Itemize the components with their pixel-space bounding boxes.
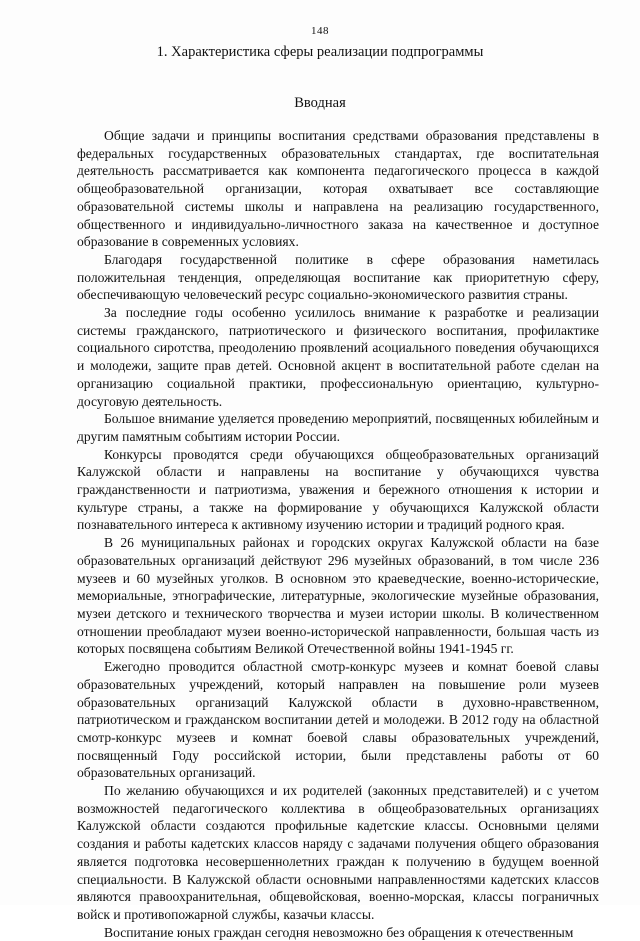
paragraph-6: В 26 муниципальных районах и городских округах Калужской области на базе образовательных организаций действуют 296 музейных образований, в том числе 236 музеев и 60 музейных уголков. В основном это краеведческие, военно-исторические, мемориальные, этнографические, литературные, экологические музейные образования, музеи детского и технического творчества и музеи истории школы. В количественном отношении преобладают музеи военно-исторической направленности, большая часть из которых посвящена событиям Великой Отечественной войны 1941-1945 гг. [77, 535, 599, 657]
paragraph-5: Конкурсы проводятся среди обучающихся общеобразовательных организаций Калужской области и направлены на воспитание у обучающихся чувства гражданственности и патриотизма, уважения и бережного отношения к истории и культуре страны, а также на формирование у обучающихся Калужской области познавательного интереса к активному изучению истории и традиций родного края. [77, 446, 599, 533]
body-text [77, 127, 599, 941]
paragraph-1: Общие задачи и принципы воспитания средствами образования представлены в федеральных государственных образовательных стандартах, где воспитательная деятельность рассматривается как компонента педагогического процесса в каждой общеобразовательной организации, которая охватывает все составляющие образовательной системы школы и направлена на реализацию государственного, общественного и индивидуально-личностного заказа на качественное и доступное образование в современных условиях. [77, 128, 599, 250]
paragraph-9: Воспитание юных граждан сегодня невозможно без обращения к отечественным [104, 924, 574, 940]
paragraph-4: Большое внимание уделяется проведению мероприятий, посвященных юбилейным и другим памятным событиям истории России. [77, 411, 599, 444]
paragraph-2: Благодаря государственной политике в сфере образования наметилась положительная тенденция, определяющая воспитание как приоритетную сферу, обеспечивающую человеческий ресурс социально-экономического развития страны. [77, 251, 599, 303]
paragraph-8: По желанию обучающихся и их родителей (законных представителей) и с учетом возможностей педагогического коллектива в общеобразовательных организациях Калужской области создаются профильные кадетские классы. Основными целями создания и работы кадетских классов наряду с задачами получения общего образования является подготовка несовершеннолетних граждан к получению в будущем военной специальности. В Калужской области основными направленностями кадетских классов являются правоохранительная, общевойсковая, военно-морская, классы пограничных войск и противопожарной службы, казачьи классы. [77, 783, 599, 922]
page-number: 148 [311, 25, 329, 37]
section-title: 1. Характеристика сферы реализации подпрограммы [156, 44, 484, 60]
paragraph-3: За последние годы особенно усилилось внимание к разработке и реализации системы гражданского, патриотического и физического воспитания, профилактике социального сиротства, преодолению проявлений асоциального поведения обучающихся и молодежи, защите прав детей. Основной акцент в воспитательной работе сделан на организацию социальной практики, профессиональную ориентацию, культурно-досуговую деятельность. [77, 305, 599, 409]
paragraph-7: Ежегодно проводится областной смотр-конкурс музеев и комнат боевой славы образовательных учреждений, который направлен на повышение роли музеев образовательных организаций Калужской области в духовно-нравственном, патриотическом и гражданском воспитании детей и молодежи. В 2012 году на областной смотр-конкурс музеев и комнат боевой славы образовательных учреждений, посвященный Году российской истории, были представлены работы от 60 образовательных организаций. [77, 659, 599, 781]
intro-heading: Вводная [294, 95, 346, 111]
